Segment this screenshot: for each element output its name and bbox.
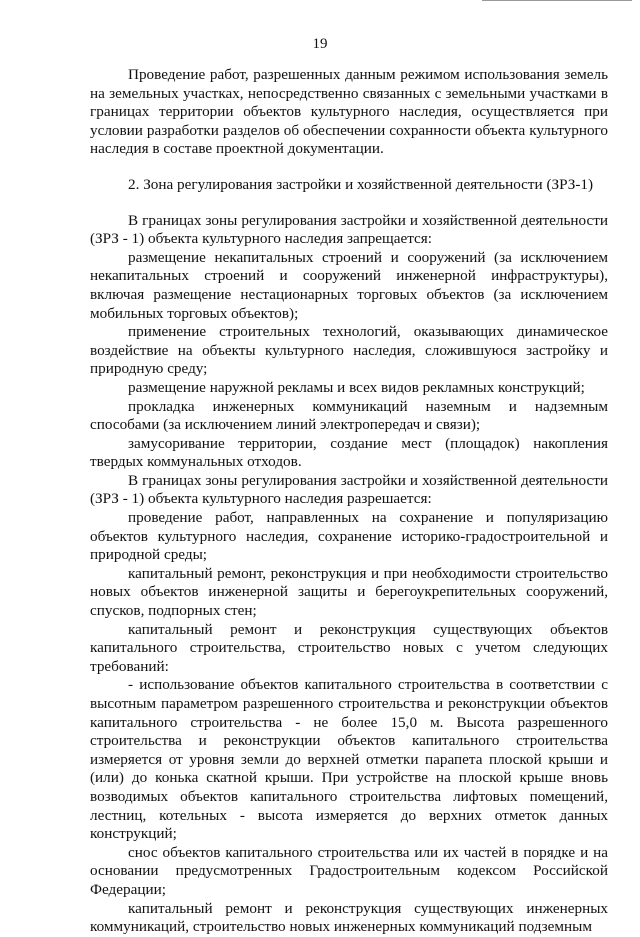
paragraph: размещение некапитальных строений и сооружений (за исключением некапитальных строений и сооружений инженерной инфраструктуры), включая размещение нестационарных торговых объектов (за исключением мобильных торговых объектов); xyxy=(90,248,608,322)
section-heading: 2. Зона регулирования застройки и хозяйственной деятельности (ЗРЗ-1) xyxy=(128,175,594,193)
paragraph: В границах зоны регулирования застройки и хозяйственной деятельности (ЗРЗ - 1) объекта культурного наследия разрешается: xyxy=(90,471,608,508)
top-border-line xyxy=(482,0,632,1)
paragraph: проведение работ, направленных на сохранение и популяризацию объектов культурного наследия, сохранение историко-градостроительной и природной среды; xyxy=(90,509,608,564)
paragraph-intro: Проведение работ, разрешенных данным режимом использования земель на земельных участках, непосредственно связанных с земельными участками в границах территории объектов культурного наследия, осуществляется при условии разработки разделов об обеспечении сохранности объекта культурного наследия в составе проектной документации. xyxy=(90,66,608,158)
paragraph: капитальный ремонт, реконструкция и при необходимости строительство новых объектов инженерной защиты и берегоукрепительных сооружений, спусков, подпорных стен; xyxy=(90,564,608,620)
paragraph: - использование объектов капитального строительства в соответствии с высотным параметром разрешенного строительства и реконструкции объектов капитального строительства - не более 15,0 м. Высота разрешенного строительства и реконструкции объектов капитального строительства измеряется от уровня земли до верхней отметки парапета плоской крыши и (или) до конька скатной крыши. При устройстве на плоской крыше вновь возводимых объектов капитального строительства лифтовых помещений, лестниц, котельных - высота измеряется до верхних отметок данных конструкций; xyxy=(90,676,608,843)
paragraph: В границах зоны регулирования застройки и хозяйственной деятельности (ЗРЗ - 1) объекта культурного наследия запрещается: xyxy=(90,211,608,248)
paragraph: капитальный ремонт и реконструкция существующих инженерных коммуникаций, строительство новых инженерных коммуникаций подземным xyxy=(90,899,608,936)
paragraph: капитальный ремонт и реконструкция существующих объектов капитального строительства, строительство новых с учетом следующих требований: xyxy=(90,620,608,675)
paragraph: прокладка инженерных коммуникаций наземным и надземным способами (за исключением линий электропередач и связи); xyxy=(90,397,608,434)
paragraph: снос объектов капитального строительства или их частей в порядке и на основании предусмотренных Градостроительным кодексом Российской Федерации; xyxy=(90,843,608,898)
document-body xyxy=(90,66,608,937)
paragraph: применение строительных технологий, оказывающих динамическое воздействие на объекты культурного наследия, сложившуюся застройку и природную среду; xyxy=(90,323,608,378)
paragraph: замусоривание территории, создание мест (площадок) накопления твердых коммунальных отходов. xyxy=(90,434,608,471)
paragraph: размещение наружной рекламы и всех видов рекламных конструкций; xyxy=(128,378,585,396)
page-number: 19 xyxy=(312,36,328,52)
